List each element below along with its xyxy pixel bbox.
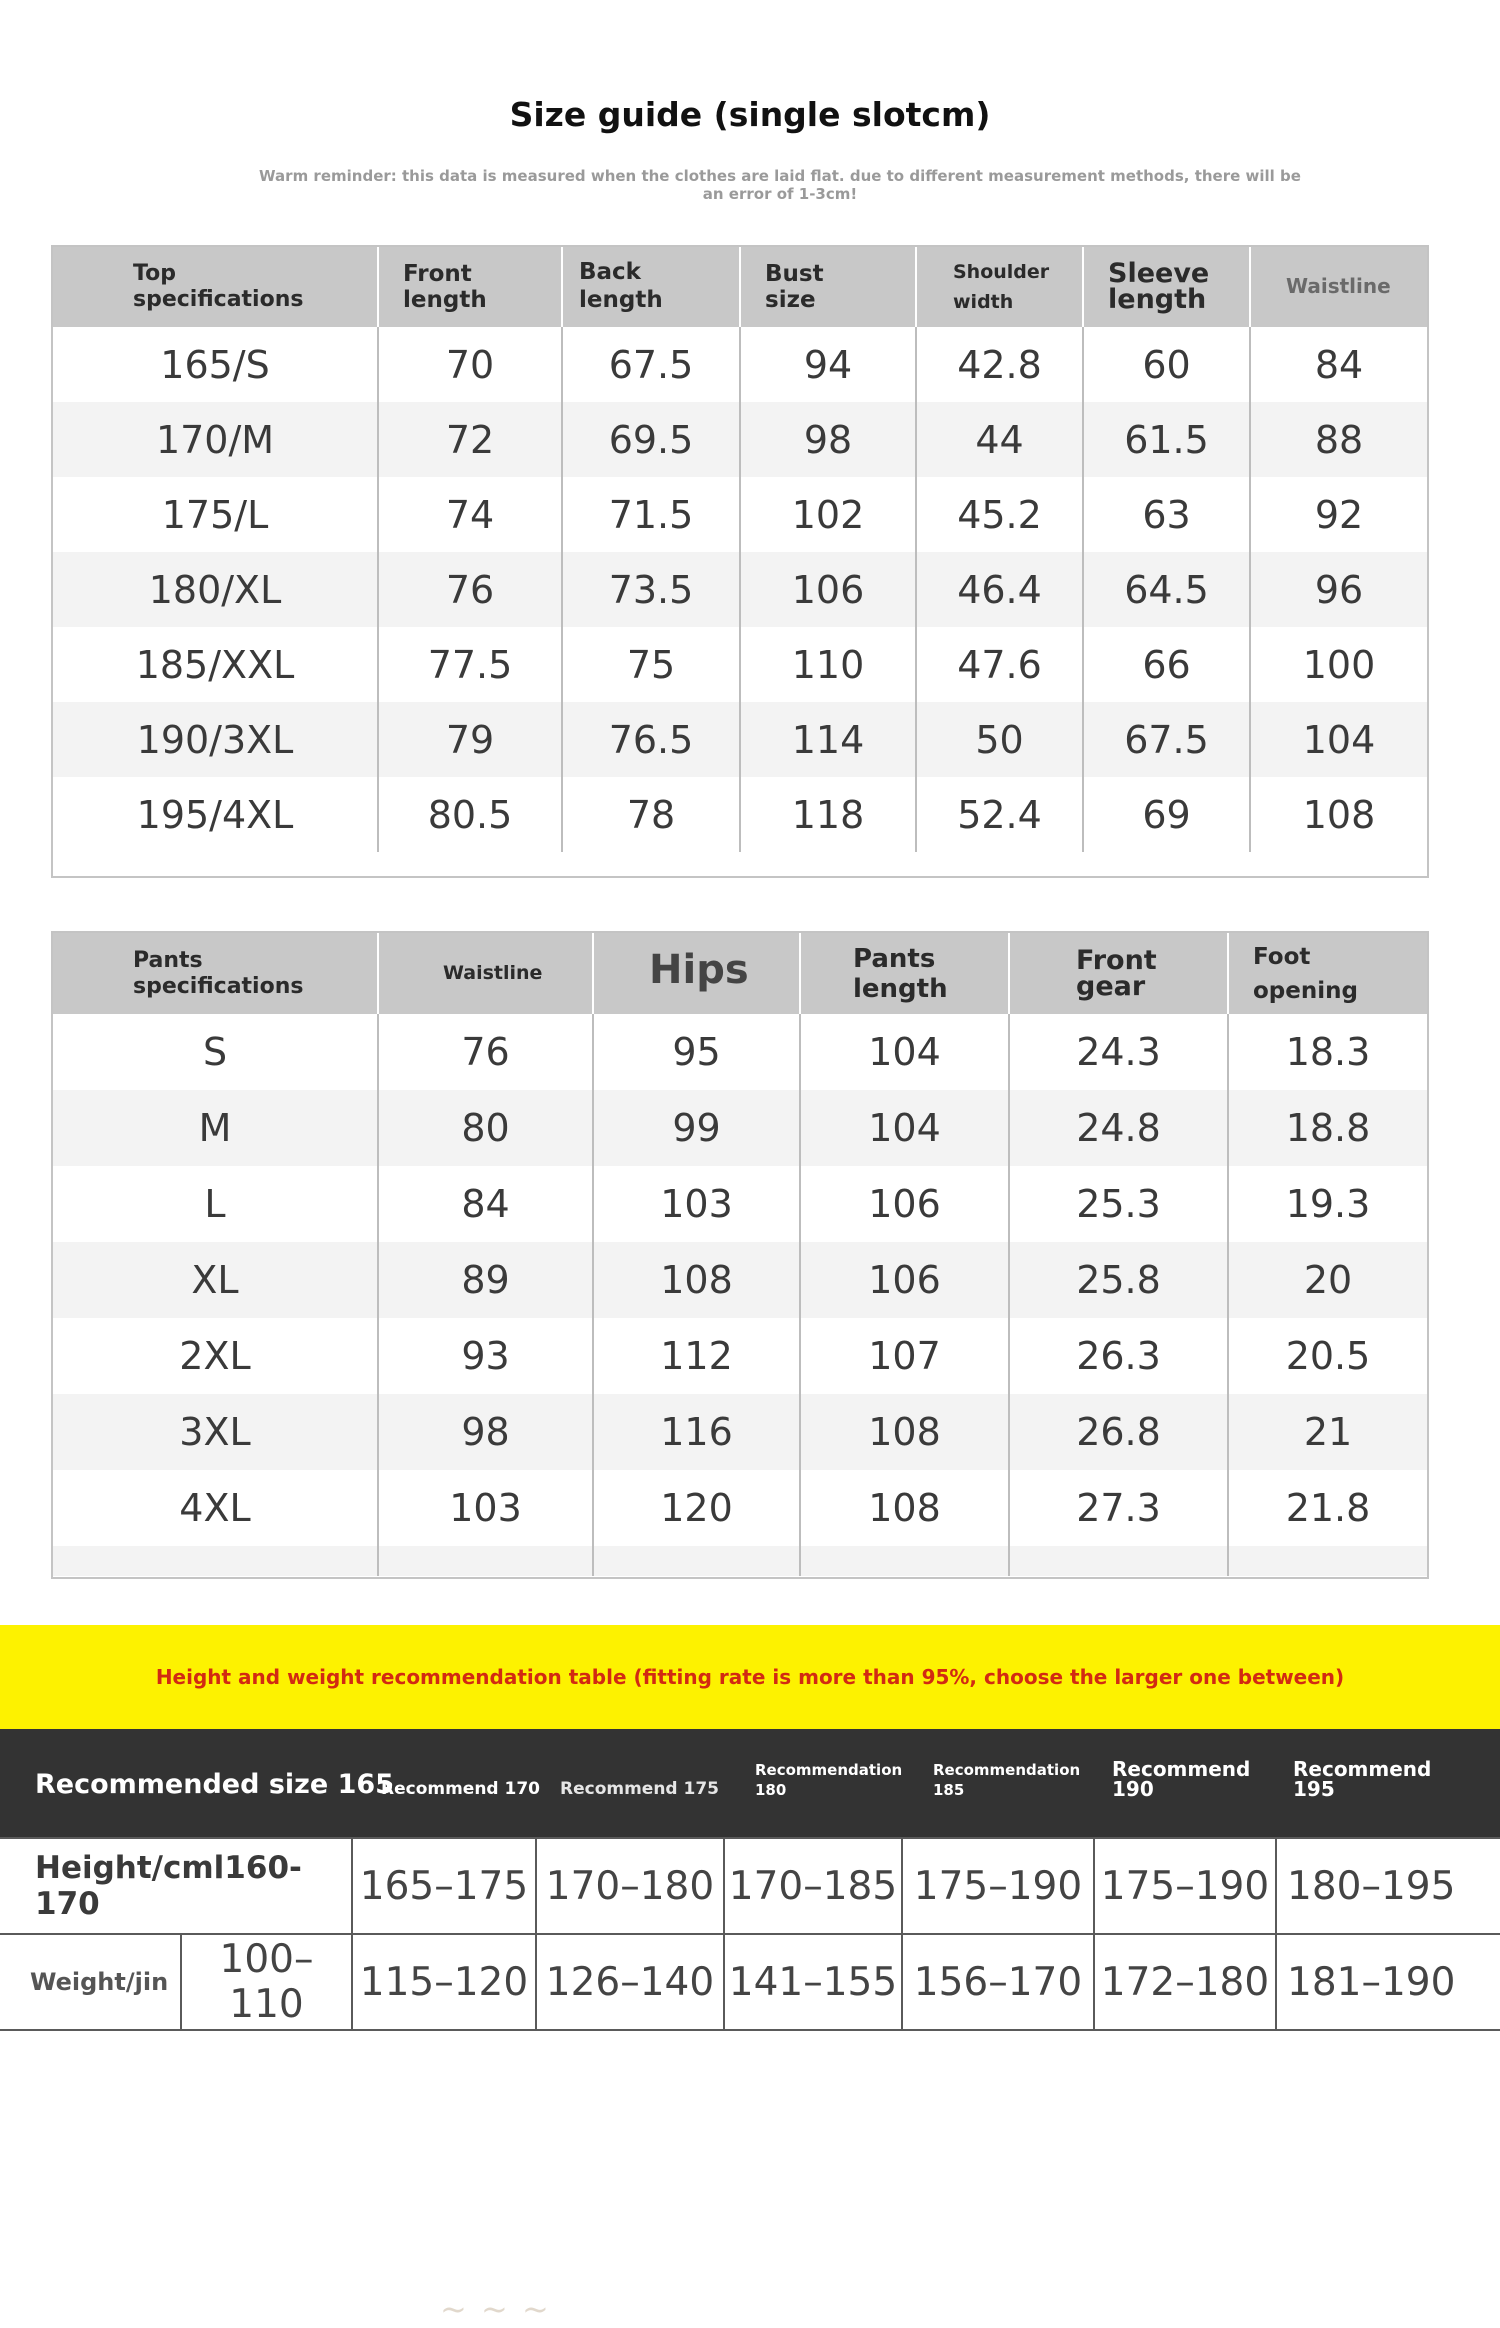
measurement-cell: 89	[378, 1242, 593, 1318]
measurement-cell: 25.3	[1009, 1166, 1228, 1242]
measurement-cell: 108	[593, 1242, 800, 1318]
measurement-cell: 66	[1083, 627, 1250, 702]
measurement-cell: 42.8	[916, 327, 1083, 402]
rec-header-185: Recommendation 185	[933, 1761, 1081, 1799]
measurement-cell: 18.8	[1228, 1090, 1427, 1166]
col-header-foot-opening: Foot opening	[1228, 933, 1427, 1014]
measurement-cell: 70	[378, 327, 562, 402]
measurement-cell: 95	[593, 1014, 800, 1090]
height-cell: 165–175	[352, 1838, 536, 1934]
measurement-cell: 108	[800, 1394, 1009, 1470]
table-row	[53, 1318, 1427, 1394]
empty-cell	[53, 1546, 378, 1576]
measurement-cell: 84	[1250, 327, 1427, 402]
col-header-front-gear: Front gear	[1009, 933, 1228, 1014]
measurement-cell: 26.8	[1009, 1394, 1228, 1470]
height-cell: 170–180	[536, 1838, 724, 1934]
table-row	[53, 1090, 1427, 1166]
table-row	[53, 402, 1427, 477]
measurement-cell: 80	[378, 1090, 593, 1166]
measurement-cell: 24.3	[1009, 1014, 1228, 1090]
measurement-cell: 60	[1083, 327, 1250, 402]
table-row	[53, 477, 1427, 552]
measurement-cell: 67.5	[1083, 702, 1250, 777]
measurement-cell: 61.5	[1083, 402, 1250, 477]
recommendation-table	[0, 1837, 1500, 2031]
measurement-cell: 79	[378, 702, 562, 777]
col-header-shoulder-width: Shoulder width	[916, 247, 1083, 327]
col-header-pants-length: Pants length	[800, 933, 1009, 1014]
measurement-cell: 94	[740, 327, 916, 402]
table-row	[53, 1242, 1427, 1318]
table-row	[53, 1166, 1427, 1242]
measurement-cell: 25.8	[1009, 1242, 1228, 1318]
measurement-cell: 104	[800, 1014, 1009, 1090]
measurement-cell: 114	[740, 702, 916, 777]
measurement-cell: 88	[1250, 402, 1427, 477]
col-header-back-length: Back length	[562, 247, 740, 327]
decorative-script-watermark: ~ ~ ~	[440, 2290, 551, 2328]
measurement-cell: 75	[562, 627, 740, 702]
empty-cell	[800, 1546, 1009, 1576]
weight-cell: 141–155	[724, 1934, 902, 2030]
measurement-cell: 78	[562, 777, 740, 852]
rec-header-165: Recommended size 165	[35, 1769, 394, 1800]
table-row	[53, 552, 1427, 627]
measurement-cell: 108	[800, 1470, 1009, 1546]
measurement-cell: 45.2	[916, 477, 1083, 552]
height-cell: 170–185	[724, 1838, 902, 1934]
size-label-cell: XL	[53, 1242, 378, 1318]
measurement-cell: 76.5	[562, 702, 740, 777]
measurement-cell: 106	[800, 1166, 1009, 1242]
pants-size-table	[51, 931, 1429, 1579]
measurement-cell: 116	[593, 1394, 800, 1470]
table-row	[53, 1394, 1427, 1470]
measurement-cell: 21	[1228, 1394, 1427, 1470]
measurement-cell: 103	[593, 1166, 800, 1242]
measurement-cell: 99	[593, 1090, 800, 1166]
measurement-cell: 19.3	[1228, 1166, 1427, 1242]
size-label-cell: 195/4XL	[53, 777, 378, 852]
recommendation-header-band	[0, 1729, 1500, 1837]
height-cell: 175–190	[902, 1838, 1094, 1934]
weight-cell: 115–120	[352, 1934, 536, 2030]
rec-header-180: Recommendation 180	[755, 1761, 903, 1799]
table-row	[53, 327, 1427, 402]
measurement-cell: 76	[378, 1014, 593, 1090]
measurement-cell: 24.8	[1009, 1090, 1228, 1166]
table-row	[53, 1014, 1427, 1090]
measurement-cell: 98	[740, 402, 916, 477]
height-label: Height/cml160-170	[0, 1838, 352, 1934]
measurement-cell: 64.5	[1083, 552, 1250, 627]
col-header-sleeve-length: Sleeve length	[1083, 247, 1250, 327]
measurement-cell: 67.5	[562, 327, 740, 402]
size-label-cell: S	[53, 1014, 378, 1090]
measurement-cell: 20	[1228, 1242, 1427, 1318]
size-label-cell: 180/XL	[53, 552, 378, 627]
table-row	[53, 1470, 1427, 1546]
measurement-cell: 103	[378, 1470, 593, 1546]
size-label-cell: 165/S	[53, 327, 378, 402]
recommendation-banner-text: Height and weight recommendation table (fitting rate is more than 95%, choose the larger one between)	[155, 1665, 1345, 1689]
page-title: Size guide (single slotcm)	[509, 95, 991, 134]
table-row-empty	[53, 1546, 1427, 1576]
rec-header-195: Recommend 195	[1293, 1757, 1432, 1801]
measurement-cell: 20.5	[1228, 1318, 1427, 1394]
measurement-cell: 96	[1250, 552, 1427, 627]
weight-cell: 156–170	[902, 1934, 1094, 2030]
empty-cell	[1228, 1546, 1427, 1576]
measurement-cell: 73.5	[562, 552, 740, 627]
weight-row	[0, 1934, 1500, 2030]
measurement-cell: 120	[593, 1470, 800, 1546]
size-label-cell: 185/XXL	[53, 627, 378, 702]
measurement-cell: 107	[800, 1318, 1009, 1394]
col-header-top-specifications: Top specifications	[53, 247, 378, 327]
measurement-cell: 112	[593, 1318, 800, 1394]
height-cell: 175–190	[1094, 1838, 1276, 1934]
col-header-waistline: Waistline	[378, 933, 593, 1014]
measurement-cell: 84	[378, 1166, 593, 1242]
top-size-table	[51, 245, 1429, 878]
weight-cell: 100–110	[181, 1934, 352, 2030]
measurement-cell: 100	[1250, 627, 1427, 702]
measurement-cell: 69.5	[562, 402, 740, 477]
warm-reminder: Warm reminder: this data is measured when the clothes are laid flat. due to different measurement methods, there will be an error of 1-3cm!	[259, 167, 1301, 203]
weight-cell: 126–140	[536, 1934, 724, 2030]
measurement-cell: 52.4	[916, 777, 1083, 852]
empty-cell	[593, 1546, 800, 1576]
rec-header-190: Recommend 190	[1112, 1757, 1251, 1801]
measurement-cell: 104	[1250, 702, 1427, 777]
measurement-cell: 69	[1083, 777, 1250, 852]
rec-header-170: Recommend 170	[381, 1779, 541, 1799]
size-label-cell: 190/3XL	[53, 702, 378, 777]
measurement-cell: 106	[800, 1242, 1009, 1318]
measurement-cell: 21.8	[1228, 1470, 1427, 1546]
measurement-cell: 98	[378, 1394, 593, 1470]
size-label-cell: M	[53, 1090, 378, 1166]
measurement-cell: 108	[1250, 777, 1427, 852]
measurement-cell: 102	[740, 477, 916, 552]
size-label-cell: L	[53, 1166, 378, 1242]
size-label-cell: 2XL	[53, 1318, 378, 1394]
measurement-cell: 76	[378, 552, 562, 627]
measurement-cell: 77.5	[378, 627, 562, 702]
measurement-cell: 50	[916, 702, 1083, 777]
weight-label: Weight/jin	[0, 1934, 181, 2030]
measurement-cell: 46.4	[916, 552, 1083, 627]
measurement-cell: 110	[740, 627, 916, 702]
recommendation-banner	[0, 1625, 1500, 1729]
size-label-cell: 170/M	[53, 402, 378, 477]
table-row	[53, 702, 1427, 777]
col-header-waistline: Waistline	[1250, 247, 1427, 327]
empty-cell	[1009, 1546, 1228, 1576]
measurement-cell: 63	[1083, 477, 1250, 552]
height-row	[0, 1838, 1500, 1934]
measurement-cell: 80.5	[378, 777, 562, 852]
col-header-bust-size: Bust size	[740, 247, 916, 327]
col-header-hips: Hips	[593, 933, 800, 1014]
measurement-cell: 26.3	[1009, 1318, 1228, 1394]
measurement-cell: 93	[378, 1318, 593, 1394]
measurement-cell: 118	[740, 777, 916, 852]
measurement-cell: 104	[800, 1090, 1009, 1166]
table-row	[53, 627, 1427, 702]
size-label-cell: 175/L	[53, 477, 378, 552]
measurement-cell: 74	[378, 477, 562, 552]
size-label-cell: 4XL	[53, 1470, 378, 1546]
col-header-front-length: Front length	[378, 247, 562, 327]
measurement-cell: 92	[1250, 477, 1427, 552]
measurement-cell: 18.3	[1228, 1014, 1427, 1090]
measurement-cell: 47.6	[916, 627, 1083, 702]
col-header-pants-specifications: Pants specifications	[53, 933, 378, 1014]
weight-cell: 181–190	[1276, 1934, 1500, 2030]
measurement-cell: 27.3	[1009, 1470, 1228, 1546]
measurement-cell: 106	[740, 552, 916, 627]
weight-cell: 172–180	[1094, 1934, 1276, 2030]
measurement-cell: 44	[916, 402, 1083, 477]
table-row	[53, 777, 1427, 852]
size-label-cell: 3XL	[53, 1394, 378, 1470]
measurement-cell: 71.5	[562, 477, 740, 552]
rec-header-175: Recommend 175	[560, 1779, 720, 1799]
empty-cell	[378, 1546, 593, 1576]
measurement-cell: 72	[378, 402, 562, 477]
height-cell: 180–195	[1276, 1838, 1500, 1934]
